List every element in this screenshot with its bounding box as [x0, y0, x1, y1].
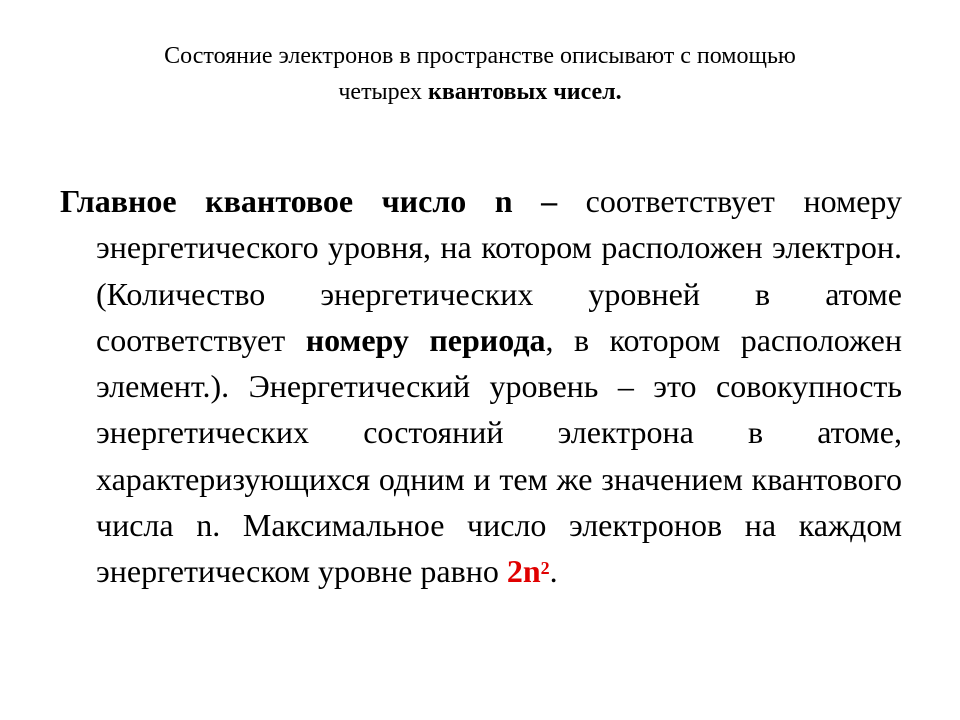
bold-period-number: номеру периода [305, 321, 546, 358]
slide-title [80, 38, 880, 110]
title-line-2-prefix: четырех [338, 79, 429, 105]
formula-exponent: 2 [540, 558, 550, 579]
body-paragraph [60, 178, 902, 595]
title-bold-term: квантовых чисел. [428, 79, 622, 105]
formula-base: 2n [506, 553, 541, 590]
title-line-1: Состояние электронов в пространстве описывают с помощью [164, 43, 796, 69]
term-principal-quantum-number: Главное квантовое число n – [60, 183, 558, 219]
formula-2n-squared [507, 553, 550, 589]
body-text-part-1: соответствует номеру энергетического уровня, на котором расположен электрон. (Количество энергетических уровней в атоме соответствует [96, 183, 902, 358]
body-ending: . [549, 553, 558, 590]
body-text-part-2: , в котором расположен элемент.). Энергетический уровень – это совокупность энергетических состояний электрона в атоме, характеризующихся одним и тем же значением квантового числа n. Максимальное число электронов на каждом энергетическом уровне равно [96, 321, 903, 590]
